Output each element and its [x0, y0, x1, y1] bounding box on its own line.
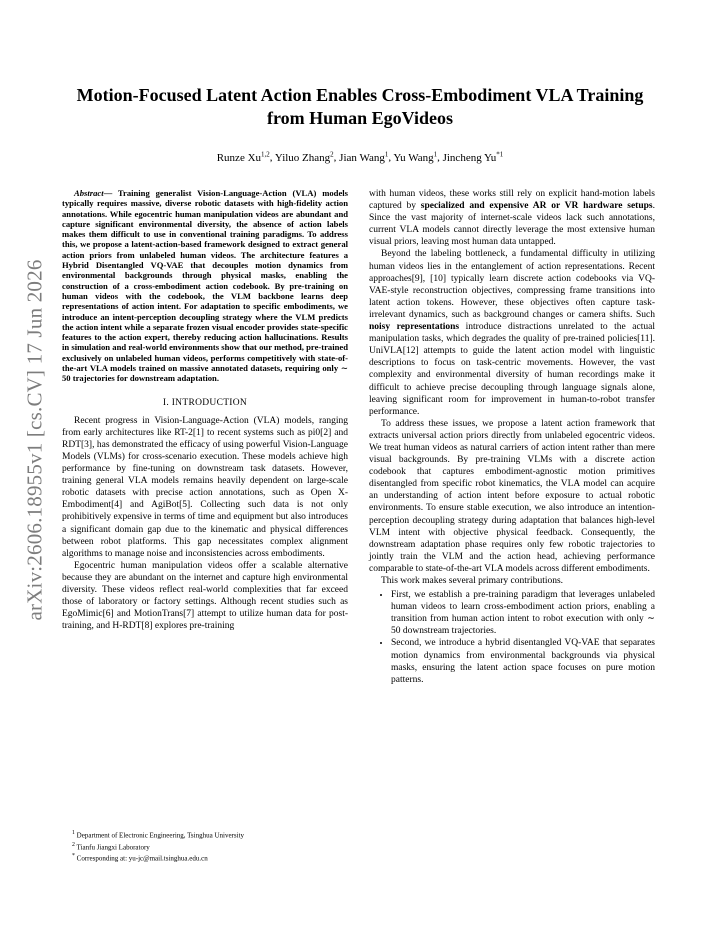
author: Yu Wang$^1$ — [393, 150, 438, 164]
list-item: • Second, we introduce a hybrid disentangled VQ-VAE that separates motion dynamics from environmental backgrounds via physical masks, ensuring the latent action space focuses on pure motion patterns. — [391, 637, 655, 685]
paragraph: To address these issues, we propose a latent action framework that extracts universal action priors directly from unlabeled egocentric videos. We treat human videos as natural carriers of action intent rather than mere visual backgrounds. By pre-training VLMs with a discrete action codebook that captures embodiment-agnostic motion primitives disentangled from specific robot kinematics, the VLA model can acquire an understanding of action intent before exposure to actual robotic environments. To ensure stable execution, we also introduce an intention-perception decoupling strategy during adaptation that balances high-level VLM intent with objective physical feedback. Consequently, the downstream adaptation phase requires only few robotic trajectories to jointly train the VLM and the action head, achieving performance comparable to state-of-the-art VLA models across different embodiments. — [369, 418, 655, 574]
author-list: Runze Xu$^{1,2}$, Yiluo Zhang$^2$, Jian Wang$^1$, Yu Wang$^1$, Jincheng Yu$^{*1}$ — [216, 150, 504, 164]
list-item: • First, we establish a pre-training paradigm that leverages unlabeled human videos to learn cross-embodiment action priors, enabling a transition from human action intent to robot execution with only ∼ 50 downstream trajectories. — [391, 589, 655, 637]
left-column — [62, 188, 348, 632]
footnotes — [62, 829, 348, 864]
abstract-lead: Abstract — [74, 188, 104, 198]
abstract-text: Training generalist Vision-Language-Action (VLA) models typically requires massive, diverse robotic datasets with high-fidelity action annotations. While egocentric human manipulation videos are abundant and capture significant environmental diversity, the absence of action labels makes them difficult to use in conventional training paradigms. To address this, we propose a latent-action-based framework designed to extract general action priors from unlabeled human videos. The architecture features a Hybrid Disentangled VQ-VAE that decouples motion dynamics from environmental backgrounds through physical masks, enabling the construction of a cross-embodiment action codebook. By pre-training on human videos with the codebook, the VLM backbone learns deep representations of action intent. For adaptation to specific embodiments, we introduce an intent-perception decoupling strategy where the VLM predicts the action intent while a separate frozen visual encoder provides state-specific features to the action expert, thereby reducing action hallucinations. Results in simulation and real-world environments show that our method, pre-trained exclusively on unlabeled human videos, performs competitively with state-of-the-art VLA models trained on massive annotated datasets, requiring only ∼ 50 trajectories for downstream adaptation. — [62, 188, 348, 384]
paragraph: with human videos, these works still rely on explicit hand-motion labels captured by specialized and expensive AR or VR hardware setups. Since the vast majority of internet-scale videos lack such annotations, current VLA models cannot directly leverage the most extensive human visual priors, leaving most human data untapped. — [369, 189, 655, 248]
right-column — [369, 188, 655, 686]
paragraph: Beyond the labeling bottleneck, a fundamental difficulty in utilizing human videos lies in the entanglement of action representations. Recent approaches[9], [10] typically learn discrete action codebooks via VQ-VAE-style reconstruction objectives, compressing frame transitions into latent action tokens. However, these objectives often capture task-irrelevant dynamics, such as background changes or camera shifts. Such noisy representations introduce distractions unrelated to the actual manipulation tasks, which degrades the quality of pre-trained policies[11]. UniVLA[12] attempts to guide the latent action model with linguistic descriptions to focus on task-centric movements. However, the vast complexity and environmental diversity of human recordings make it difficult to achieve precise decoupling through language signals alone, leaving significant room for improvement in human-to-robot transfer performance. — [369, 249, 655, 417]
section-heading: I. INTRODUCTION — [162, 397, 248, 408]
footnote: * Corresponding at: yu-jc@mail.tsinghua.edu.cn — [72, 853, 208, 863]
paragraph: Egocentric human manipulation videos offer a scalable alternative because they are abundant on the internet and capture high environmental diversity. These videos reflect real-world complexities that far exceed those of laboratory or factory settings. Although recent studies such as EgoMimic[6] and MotionTrans[7] attempt to utilize human data for post-training, and H-RDT[8] explores pre-training — [62, 560, 348, 632]
paragraph: Recent progress in Vision-Language-Action (VLA) models, ranging from early architectures like RT-2[1] to recent systems such as pi0[2] and RDT[3], has demonstrated the efficacy of using powerful Vision-Language Models (VLMs) for cross-scenario execution. These models achieve high performance by fine-tuning on downstream task datasets. However, training general VLA models remains heavily dependent on large-scale robotic datasets with precise action annotations, such as Open X-Embodiment[4] and AgiBot[5]. Collecting such data is not only prohibitively expensive in terms of time and equipment but also introduces a significant domain gap due to the kinematic and physical differences between robot platforms. This gap necessitates complex alignment algorithms to manage noise and inconsistencies across embodiments. — [62, 415, 348, 559]
author: Yiluo Zhang$^2$ — [274, 150, 334, 164]
author: Jincheng Yu$^{*1}$ — [442, 150, 504, 164]
abstract: Abstract— Training generalist Vision-Language-Action (VLA) models typically requires massive, diverse robotic datasets with high-fidelity action annotations. While egocentric human manipulation videos are abundant and capture significant environmental diversity, the absence of action labels makes them difficult to use in conventional training paradigms. To address this, we propose a latent-action-based framework designed to extract general action priors from unlabeled human videos. The architecture features a Hybrid Disentangled VQ-VAE that decouples motion dynamics from environmental backgrounds through physical masks, enabling the construction of a cross-embodiment action codebook. By pre-training on human videos with the codebook, the VLM backbone learns deep representations of action intent. For adaptation to specific embodiments, we introduce an intent-perception decoupling strategy where the VLM predicts the action intent while a separate frozen visual encoder provides state-specific features to the action expert, thereby reducing action hallucinations. Results in simulation and real-world environments show that our method, pre-trained exclusively on unlabeled human videos, performs competitively with state-of-the-art VLA models trained on massive annotated datasets, requiring only ∼ 50 trajectories for downstream adaptation. — [62, 188, 348, 384]
author: Runze Xu$^{1,2}$ — [216, 150, 270, 164]
footnote: $^2$ Tianfu Jiangxi Laboratory — [72, 841, 150, 852]
paragraph: This work makes several primary contributions. — [381, 576, 564, 586]
footnote: $^1$ Department of Electronic Engineering, Tsinghua University — [72, 830, 245, 840]
author: Jian Wang$^1$ — [339, 150, 389, 164]
arxiv-id: arXiv:2606.18955v1 [cs.CV] 17 Jun 2026 — [22, 259, 47, 621]
contribution-list — [369, 589, 655, 686]
paper-title: Motion-Focused Latent Action Enables Cross-Embodiment VLA Training from Human EgoVideos — [76, 85, 644, 128]
